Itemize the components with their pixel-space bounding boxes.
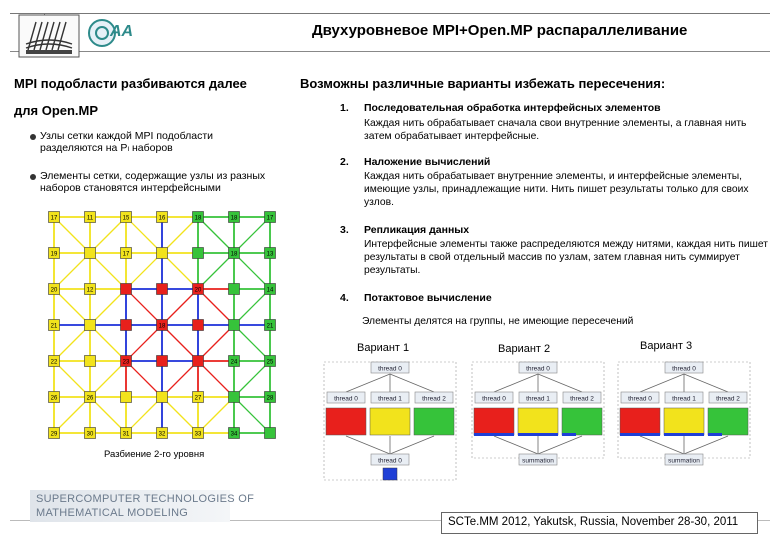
- item-2-title: Наложение вычислений: [364, 156, 491, 168]
- mesh-node: [157, 248, 168, 259]
- item-1-body: Каждая нить обрабатывает сначала свои внутренние элементы, а главная нить затем обрабатывает интерфейсные.: [364, 118, 747, 142]
- mesh-node: [85, 248, 96, 259]
- arrow: [684, 436, 728, 454]
- arrow: [390, 436, 434, 454]
- mesh-node: [193, 356, 204, 367]
- thread-label: thread 0: [334, 395, 358, 403]
- mesh-node-label: 30: [86, 431, 94, 438]
- mesh-node-label: 25: [266, 359, 274, 366]
- mesh-node-label: 20: [50, 287, 58, 294]
- mesh-node-label: 19: [50, 251, 58, 258]
- mesh-node-label: 15: [122, 215, 130, 222]
- interface-strip: [620, 433, 660, 436]
- mesh-node: [121, 284, 132, 295]
- arrow: [494, 436, 538, 454]
- thread-label: thread 0: [628, 395, 652, 403]
- org-line-2: MATHEMATICAL MODELING: [36, 507, 189, 519]
- item-2-body: Каждая нить обрабатывает внутренние элементы, и интерфейсные элементы, имеющие узлы, принадлежащие нити. Нить пишет результаты только для своих узлов.: [364, 171, 749, 208]
- variant-3-label: Вариант 3: [640, 340, 693, 352]
- thread-label: thread 1: [526, 395, 550, 403]
- mesh-node-label: 17: [122, 251, 130, 258]
- mesh-node-label: 16: [158, 215, 166, 222]
- mesh-node-label: 23: [122, 359, 130, 366]
- item-2-number: 2.: [340, 156, 349, 168]
- item-1-number: 1.: [340, 102, 349, 114]
- bullet-dot-2: [30, 174, 36, 180]
- mesh-node-label: 24: [230, 359, 238, 366]
- item-3-title: Репликация данных: [364, 224, 470, 236]
- mesh-node-label: 27: [194, 395, 202, 402]
- arrow: [538, 374, 582, 392]
- mesh-node-label: 12: [86, 287, 94, 294]
- thread0-label: thread 0: [672, 365, 696, 373]
- item-4-number: 4.: [340, 292, 349, 304]
- mesh-node-label: 18: [230, 251, 238, 258]
- mesh-node: [121, 392, 132, 403]
- interface-block: [383, 468, 397, 480]
- interface-strip: [708, 433, 722, 436]
- interface-strip: [518, 433, 558, 436]
- interface-strip: [562, 433, 576, 436]
- arrow: [640, 436, 684, 454]
- thread-block: [518, 408, 558, 435]
- thread-block: [664, 408, 704, 435]
- arrow: [346, 374, 390, 392]
- mesh-node-label: 14: [266, 287, 274, 294]
- mesh-node: [229, 392, 240, 403]
- mesh-node-label: 18: [158, 323, 166, 330]
- mesh-node: [229, 284, 240, 295]
- left-heading-1: MPI подобласти разбиваются далее: [14, 76, 247, 91]
- arrow: [346, 436, 390, 454]
- thread-label: thread 1: [672, 395, 696, 403]
- mesh-node-label: 11: [86, 215, 94, 222]
- grid-caption: Разбиение 2-го уровня: [104, 449, 205, 460]
- bullet-dot-1: [30, 134, 36, 140]
- conference-text: SCTe.MM 2012, Yakutsk, Russia, November 28-30, 2011: [448, 516, 739, 528]
- mesh-node-label: 28: [266, 395, 274, 402]
- mesh-node-label: 13: [266, 251, 274, 258]
- header-underline: [10, 51, 770, 52]
- item-4-title: Потактовое вычисление: [364, 292, 492, 304]
- conference-banner: [441, 512, 758, 534]
- mesh-node-label: 17: [50, 215, 58, 222]
- mesh-node: [157, 284, 168, 295]
- mesh-node-label: 31: [122, 431, 130, 438]
- arrow: [494, 374, 538, 392]
- thread0-label: thread 0: [378, 365, 402, 373]
- thread-block: [326, 408, 366, 435]
- variant-2-label: Вариант 2: [498, 343, 551, 355]
- mesh-node: [193, 248, 204, 259]
- footer-org-logo: [30, 490, 255, 522]
- mesh-node-label: 32: [158, 431, 166, 438]
- thread-label: thread 1: [378, 395, 402, 403]
- item-3-body: Интерфейсные элементы также распределяются между нитями, каждая нить пишет результаты в свой отдельный массив по узлам, затем главная нить суммирует результаты.: [364, 239, 768, 276]
- mesh-node: [157, 356, 168, 367]
- mesh-node: [193, 320, 204, 331]
- mesh-node: [229, 320, 240, 331]
- variant-1-label: Вариант 1: [357, 342, 410, 354]
- top-rule: [10, 13, 770, 14]
- arrow: [640, 374, 684, 392]
- thread-label: thread 2: [570, 395, 594, 403]
- thread-block: [474, 408, 514, 435]
- bullet-text-1: Узлы сетки каждой MPI подобласти разделяются на Pₗ наборов: [40, 130, 214, 154]
- thread-block: [708, 408, 748, 435]
- groups-text: Элементы делятся на группы, не имеющие пересечений: [362, 316, 634, 327]
- mesh-node: [121, 320, 132, 331]
- thread0-label: thread 0: [526, 365, 550, 373]
- aa-logo: [88, 16, 134, 50]
- org-line-1: SUPERCOMPUTER TECHNOLOGIES OF: [36, 493, 255, 505]
- mesh-node-label: 22: [50, 359, 58, 366]
- mesh-node-label: 33: [194, 431, 202, 438]
- item-1-title: Последовательная обработка интерфейсных элементов: [364, 102, 661, 114]
- right-heading: Возможны различные варианты избежать пересечения:: [300, 76, 666, 91]
- thread-block: [562, 408, 602, 435]
- interface-strip: [664, 433, 704, 436]
- mesh-node-label: 21: [50, 323, 58, 330]
- mesh-node: [85, 356, 96, 367]
- mesh-node-label: 17: [266, 215, 274, 222]
- summation-label: summation: [668, 457, 700, 465]
- mesh-node-label: 21: [266, 323, 274, 330]
- thread0-label: thread 0: [378, 457, 402, 465]
- thread-diagrams: [320, 356, 760, 504]
- mesh-node-label: 20: [194, 287, 202, 294]
- aa-logo-text: AA: [110, 23, 134, 40]
- mesh-node-label: 34: [230, 431, 238, 438]
- mesh-node-label: 18: [230, 215, 238, 222]
- left-heading-2: для Open.MP: [14, 103, 99, 118]
- arrow: [538, 436, 582, 454]
- mesh-node: [85, 320, 96, 331]
- mesh-partition-figure: [42, 205, 282, 445]
- thread-label: thread 0: [482, 395, 506, 403]
- bullet-text-2: Элементы сетки, содержащие узлы из разных наборов становятся интерфейсными: [40, 170, 266, 194]
- interface-strip: [474, 433, 514, 436]
- page-title: Двухуровневое MPI+Open.MP распараллеливание: [312, 22, 688, 39]
- mesh-node-label: 29: [50, 431, 58, 438]
- thread-block: [414, 408, 454, 435]
- mesh-node: [157, 392, 168, 403]
- mesh-node-label: 26: [86, 395, 94, 402]
- university-logo: [18, 14, 80, 58]
- item-3-number: 3.: [340, 224, 349, 236]
- mesh-node-label: 26: [50, 395, 58, 402]
- arrow: [390, 374, 434, 392]
- thread-label: thread 2: [716, 395, 740, 403]
- mesh-node-label: 18: [194, 215, 202, 222]
- mesh-node: [265, 428, 276, 439]
- arrow: [684, 374, 728, 392]
- thread-block: [620, 408, 660, 435]
- thread-block: [370, 408, 410, 435]
- thread-label: thread 2: [422, 395, 446, 403]
- summation-label: summation: [522, 457, 554, 465]
